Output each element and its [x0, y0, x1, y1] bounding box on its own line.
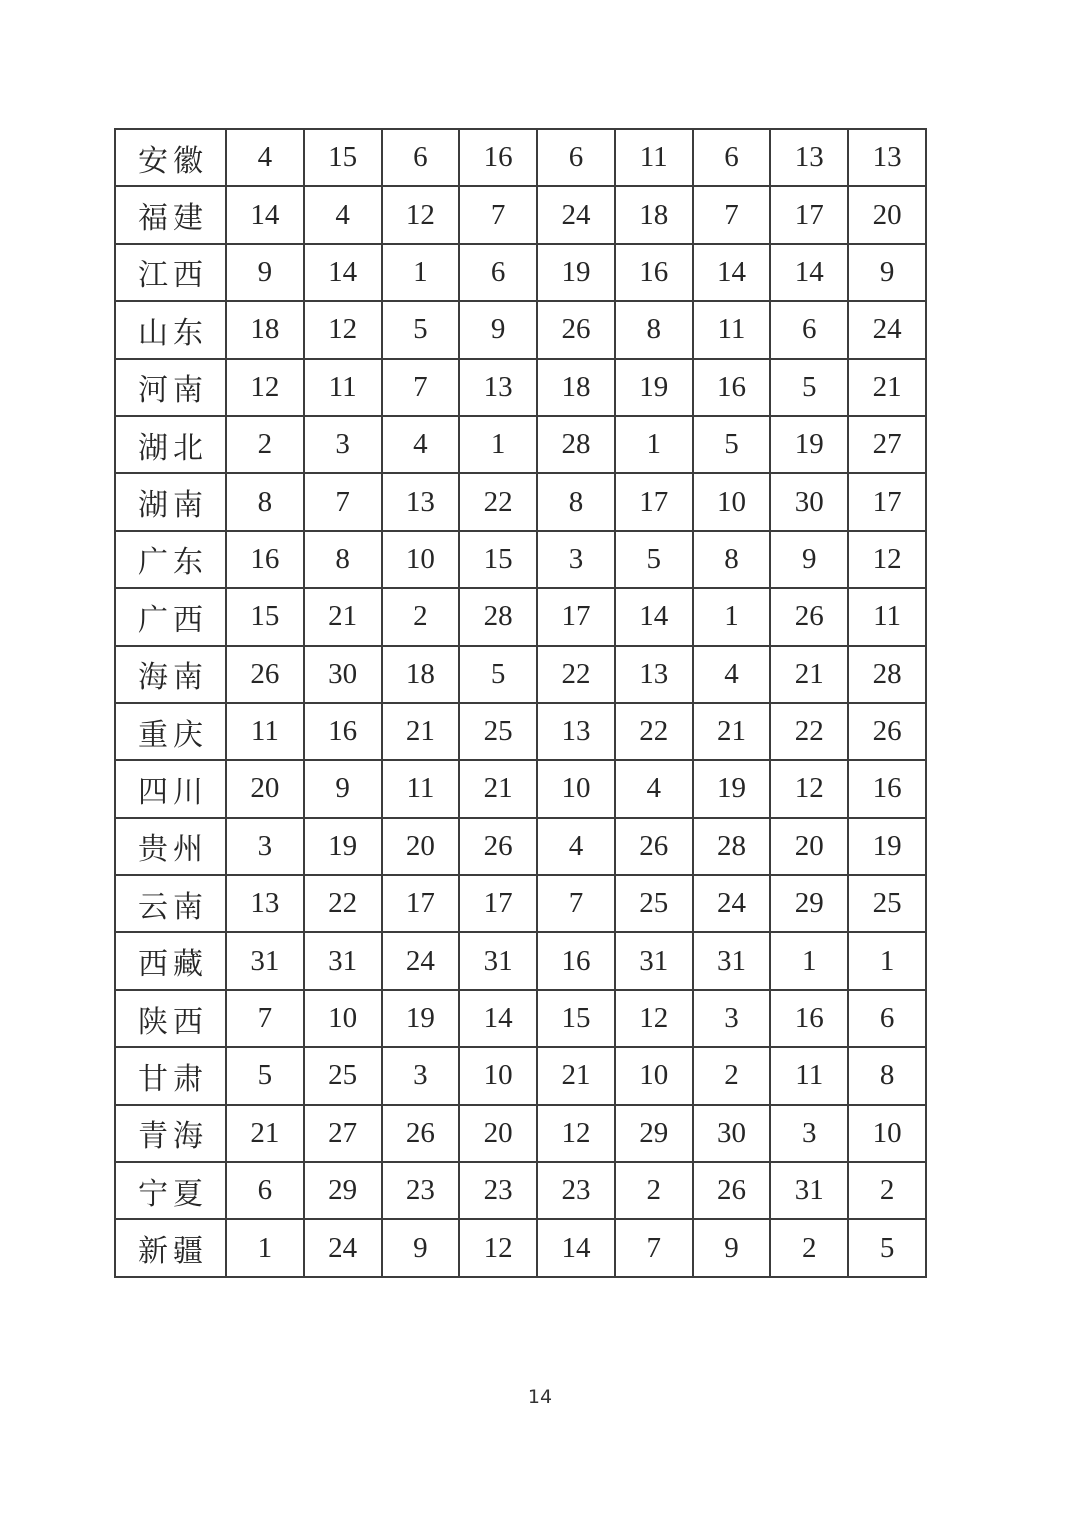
province-label: 新疆	[115, 1219, 226, 1277]
province-label: 陕西	[115, 990, 226, 1047]
value-cell: 25	[848, 875, 926, 932]
value-cell: 5	[459, 646, 537, 703]
value-cell: 11	[770, 1047, 848, 1104]
value-cell: 12	[537, 1105, 615, 1162]
value-cell: 20	[459, 1105, 537, 1162]
value-cell: 3	[304, 416, 382, 473]
table-row	[115, 932, 926, 989]
value-cell: 27	[848, 416, 926, 473]
value-cell: 4	[304, 186, 382, 243]
value-cell: 26	[459, 818, 537, 875]
value-cell: 26	[693, 1162, 771, 1219]
value-cell: 25	[615, 875, 693, 932]
value-cell: 24	[382, 932, 460, 989]
value-cell: 7	[382, 359, 460, 416]
value-cell: 27	[304, 1105, 382, 1162]
value-cell: 21	[226, 1105, 304, 1162]
table-row	[115, 703, 926, 760]
value-cell: 22	[615, 703, 693, 760]
value-cell: 7	[459, 186, 537, 243]
value-cell: 20	[770, 818, 848, 875]
value-cell: 8	[226, 473, 304, 530]
value-cell: 28	[848, 646, 926, 703]
value-cell: 20	[848, 186, 926, 243]
value-cell: 16	[615, 244, 693, 301]
value-cell: 21	[848, 359, 926, 416]
value-cell: 4	[693, 646, 771, 703]
table-row	[115, 875, 926, 932]
value-cell: 3	[770, 1105, 848, 1162]
table-row	[115, 129, 926, 186]
value-cell: 9	[459, 301, 537, 358]
table-row	[115, 1162, 926, 1219]
value-cell: 24	[693, 875, 771, 932]
value-cell: 4	[537, 818, 615, 875]
table-row	[115, 588, 926, 645]
province-label: 福建	[115, 186, 226, 243]
value-cell: 12	[848, 531, 926, 588]
table-row	[115, 1047, 926, 1104]
province-label: 广西	[115, 588, 226, 645]
value-cell: 3	[693, 990, 771, 1047]
value-cell: 16	[693, 359, 771, 416]
value-cell: 3	[382, 1047, 460, 1104]
value-cell: 25	[304, 1047, 382, 1104]
value-cell: 9	[770, 531, 848, 588]
value-cell: 7	[304, 473, 382, 530]
value-cell: 2	[848, 1162, 926, 1219]
value-cell: 15	[226, 588, 304, 645]
value-cell: 11	[382, 760, 460, 817]
value-cell: 22	[770, 703, 848, 760]
value-cell: 26	[848, 703, 926, 760]
table-row	[115, 473, 926, 530]
value-cell: 18	[382, 646, 460, 703]
province-label: 安徽	[115, 129, 226, 186]
province-label: 重庆	[115, 703, 226, 760]
value-cell: 12	[304, 301, 382, 358]
value-cell: 9	[382, 1219, 460, 1277]
value-cell: 1	[226, 1219, 304, 1277]
table-row	[115, 990, 926, 1047]
value-cell: 16	[304, 703, 382, 760]
value-cell: 14	[693, 244, 771, 301]
value-cell: 13	[848, 129, 926, 186]
value-cell: 9	[304, 760, 382, 817]
value-cell: 8	[537, 473, 615, 530]
value-cell: 31	[304, 932, 382, 989]
value-cell: 5	[770, 359, 848, 416]
province-data-table	[114, 128, 927, 1278]
province-label: 江西	[115, 244, 226, 301]
province-label: 湖南	[115, 473, 226, 530]
value-cell: 17	[848, 473, 926, 530]
province-label: 甘肃	[115, 1047, 226, 1104]
table-row	[115, 301, 926, 358]
value-cell: 6	[693, 129, 771, 186]
value-cell: 8	[693, 531, 771, 588]
value-cell: 15	[537, 990, 615, 1047]
value-cell: 23	[382, 1162, 460, 1219]
value-cell: 20	[226, 760, 304, 817]
value-cell: 13	[459, 359, 537, 416]
value-cell: 17	[615, 473, 693, 530]
value-cell: 22	[537, 646, 615, 703]
value-cell: 24	[848, 301, 926, 358]
province-label: 广东	[115, 531, 226, 588]
value-cell: 5	[693, 416, 771, 473]
value-cell: 28	[459, 588, 537, 645]
value-cell: 26	[770, 588, 848, 645]
value-cell: 21	[770, 646, 848, 703]
value-cell: 5	[382, 301, 460, 358]
value-cell: 26	[615, 818, 693, 875]
value-cell: 24	[304, 1219, 382, 1277]
value-cell: 19	[848, 818, 926, 875]
value-cell: 4	[615, 760, 693, 817]
table-row	[115, 1105, 926, 1162]
value-cell: 10	[848, 1105, 926, 1162]
value-cell: 3	[537, 531, 615, 588]
value-cell: 8	[848, 1047, 926, 1104]
value-cell: 1	[382, 244, 460, 301]
province-label: 贵州	[115, 818, 226, 875]
value-cell: 7	[537, 875, 615, 932]
table-row	[115, 646, 926, 703]
value-cell: 3	[226, 818, 304, 875]
province-label: 海南	[115, 646, 226, 703]
value-cell: 8	[304, 531, 382, 588]
value-cell: 29	[615, 1105, 693, 1162]
value-cell: 12	[226, 359, 304, 416]
value-cell: 30	[693, 1105, 771, 1162]
value-cell: 17	[770, 186, 848, 243]
page-number: 14	[527, 1386, 553, 1408]
value-cell: 11	[304, 359, 382, 416]
value-cell: 22	[304, 875, 382, 932]
province-label: 湖北	[115, 416, 226, 473]
value-cell: 2	[226, 416, 304, 473]
value-cell: 29	[304, 1162, 382, 1219]
table-body	[115, 129, 926, 1277]
value-cell: 16	[848, 760, 926, 817]
value-cell: 1	[615, 416, 693, 473]
value-cell: 13	[615, 646, 693, 703]
value-cell: 1	[770, 932, 848, 989]
value-cell: 16	[459, 129, 537, 186]
value-cell: 15	[304, 129, 382, 186]
value-cell: 19	[770, 416, 848, 473]
value-cell: 5	[848, 1219, 926, 1277]
value-cell: 20	[382, 818, 460, 875]
value-cell: 10	[304, 990, 382, 1047]
province-label: 西藏	[115, 932, 226, 989]
value-cell: 1	[693, 588, 771, 645]
value-cell: 16	[537, 932, 615, 989]
value-cell: 4	[226, 129, 304, 186]
value-cell: 13	[382, 473, 460, 530]
value-cell: 10	[382, 531, 460, 588]
value-cell: 23	[459, 1162, 537, 1219]
value-cell: 6	[382, 129, 460, 186]
value-cell: 1	[848, 932, 926, 989]
value-cell: 10	[693, 473, 771, 530]
value-cell: 19	[537, 244, 615, 301]
table-row	[115, 818, 926, 875]
value-cell: 13	[537, 703, 615, 760]
value-cell: 13	[770, 129, 848, 186]
value-cell: 21	[459, 760, 537, 817]
value-cell: 30	[770, 473, 848, 530]
table-row	[115, 359, 926, 416]
value-cell: 10	[615, 1047, 693, 1104]
value-cell: 10	[537, 760, 615, 817]
value-cell: 31	[615, 932, 693, 989]
value-cell: 11	[693, 301, 771, 358]
value-cell: 13	[226, 875, 304, 932]
value-cell: 19	[304, 818, 382, 875]
value-cell: 19	[615, 359, 693, 416]
value-cell: 31	[226, 932, 304, 989]
value-cell: 2	[693, 1047, 771, 1104]
value-cell: 31	[770, 1162, 848, 1219]
province-label: 青海	[115, 1105, 226, 1162]
value-cell: 6	[848, 990, 926, 1047]
value-cell: 31	[459, 932, 537, 989]
value-cell: 6	[537, 129, 615, 186]
value-cell: 11	[615, 129, 693, 186]
table-row	[115, 531, 926, 588]
value-cell: 19	[693, 760, 771, 817]
value-cell: 14	[304, 244, 382, 301]
value-cell: 15	[459, 531, 537, 588]
value-cell: 18	[537, 359, 615, 416]
value-cell: 16	[770, 990, 848, 1047]
value-cell: 17	[537, 588, 615, 645]
value-cell: 11	[848, 588, 926, 645]
value-cell: 14	[537, 1219, 615, 1277]
value-cell: 22	[459, 473, 537, 530]
value-cell: 14	[459, 990, 537, 1047]
province-label: 宁夏	[115, 1162, 226, 1219]
table-row	[115, 760, 926, 817]
value-cell: 7	[615, 1219, 693, 1277]
value-cell: 9	[693, 1219, 771, 1277]
value-cell: 12	[770, 760, 848, 817]
value-cell: 28	[693, 818, 771, 875]
value-cell: 9	[226, 244, 304, 301]
value-cell: 26	[537, 301, 615, 358]
value-cell: 28	[537, 416, 615, 473]
value-cell: 21	[693, 703, 771, 760]
value-cell: 4	[382, 416, 460, 473]
value-cell: 9	[848, 244, 926, 301]
value-cell: 24	[537, 186, 615, 243]
value-cell: 21	[304, 588, 382, 645]
value-cell: 21	[382, 703, 460, 760]
value-cell: 12	[459, 1219, 537, 1277]
table-row	[115, 416, 926, 473]
value-cell: 2	[382, 588, 460, 645]
table-row	[115, 1219, 926, 1277]
value-cell: 16	[226, 531, 304, 588]
value-cell: 8	[615, 301, 693, 358]
value-cell: 11	[226, 703, 304, 760]
province-label: 四川	[115, 760, 226, 817]
value-cell: 1	[459, 416, 537, 473]
value-cell: 29	[770, 875, 848, 932]
value-cell: 6	[459, 244, 537, 301]
province-label: 山东	[115, 301, 226, 358]
value-cell: 31	[693, 932, 771, 989]
table-row	[115, 244, 926, 301]
value-cell: 14	[226, 186, 304, 243]
value-cell: 5	[615, 531, 693, 588]
value-cell: 6	[226, 1162, 304, 1219]
value-cell: 2	[770, 1219, 848, 1277]
value-cell: 23	[537, 1162, 615, 1219]
value-cell: 26	[382, 1105, 460, 1162]
value-cell: 14	[615, 588, 693, 645]
value-cell: 12	[615, 990, 693, 1047]
value-cell: 2	[615, 1162, 693, 1219]
value-cell: 19	[382, 990, 460, 1047]
value-cell: 7	[693, 186, 771, 243]
province-label: 云南	[115, 875, 226, 932]
value-cell: 6	[770, 301, 848, 358]
table-row	[115, 186, 926, 243]
value-cell: 26	[226, 646, 304, 703]
value-cell: 25	[459, 703, 537, 760]
value-cell: 12	[382, 186, 460, 243]
value-cell: 14	[770, 244, 848, 301]
value-cell: 18	[226, 301, 304, 358]
value-cell: 17	[459, 875, 537, 932]
value-cell: 17	[382, 875, 460, 932]
value-cell: 18	[615, 186, 693, 243]
value-cell: 21	[537, 1047, 615, 1104]
value-cell: 7	[226, 990, 304, 1047]
value-cell: 10	[459, 1047, 537, 1104]
value-cell: 5	[226, 1047, 304, 1104]
value-cell: 30	[304, 646, 382, 703]
province-label: 河南	[115, 359, 226, 416]
